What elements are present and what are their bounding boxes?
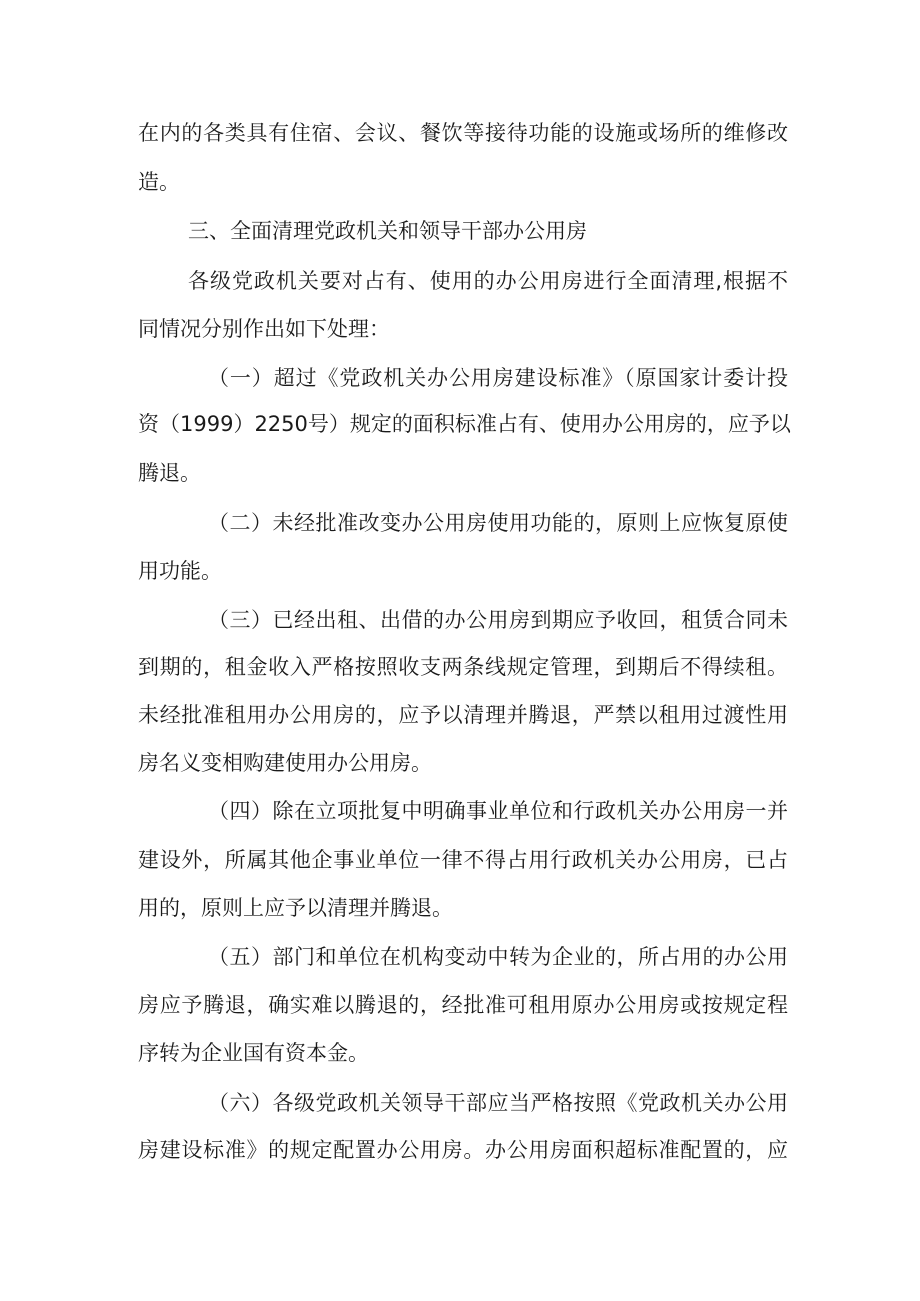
text-line: （二）未经批准改变办公用房使用功能的，原则上应恢复原使 xyxy=(208,511,788,535)
text-line: 房建设标准》的规定配置办公用房。办公用房面积超标准配置的，应 xyxy=(138,1138,788,1162)
text-line: （六）各级党政机关领导干部应当严格按照《党政机关办公用 xyxy=(208,1091,788,1115)
text-line: 房应予腾退，确实难以腾退的，经批准可租用原办公用房或按规定程 xyxy=(138,993,788,1017)
text-line: 造。 xyxy=(138,170,180,194)
text-line: 在内的各类具有住宿、会议、餐饮等接待功能的设施或场所的维修改 xyxy=(138,121,788,145)
text-line: （一）超过《党政机关办公用房建设标准》（原国家计委计投 xyxy=(208,366,788,390)
text-line: 用的，原则上应予以清理并腾退。 xyxy=(138,896,453,920)
text-line: 腾退。 xyxy=(138,461,201,485)
section-heading: 三、全面清理党政机关和领导干部办公用房 xyxy=(188,219,587,243)
text-line: 房名义变相购建使用办公用房。 xyxy=(138,751,432,775)
text-line: 用功能。 xyxy=(138,559,222,583)
text-line: 同情况分别作出如下处理： xyxy=(138,317,390,341)
text-line: （四）除在立项批复中明确事业单位和行政机关办公用房一并 xyxy=(208,799,788,823)
text-line: （三）已经出租、出借的办公用房到期应予收回，租赁合同未 xyxy=(208,608,788,632)
text-line: 序转为企业国有资本金。 xyxy=(138,1041,369,1065)
text-line: （五）部门和单位在机构变动中转为企业的，所占用的办公用 xyxy=(208,945,788,969)
text-line: 各级党政机关要对占有、使用的办公用房进行全面清理,根据不 xyxy=(188,269,788,293)
text-line: 到期的，租金收入严格按照收支两条线规定管理，到期后不得续租。 xyxy=(138,655,788,679)
text-line: 建设外，所属其他企事业单位一律不得占用行政机关办公用房，已占 xyxy=(138,848,788,872)
text-line: 资（1999）2250号）规定的面积标准占有、使用办公用房的，应予以 xyxy=(138,412,791,436)
text-line: 未经批准租用办公用房的，应予以清理并腾退，严禁以租用过渡性用 xyxy=(138,703,788,727)
